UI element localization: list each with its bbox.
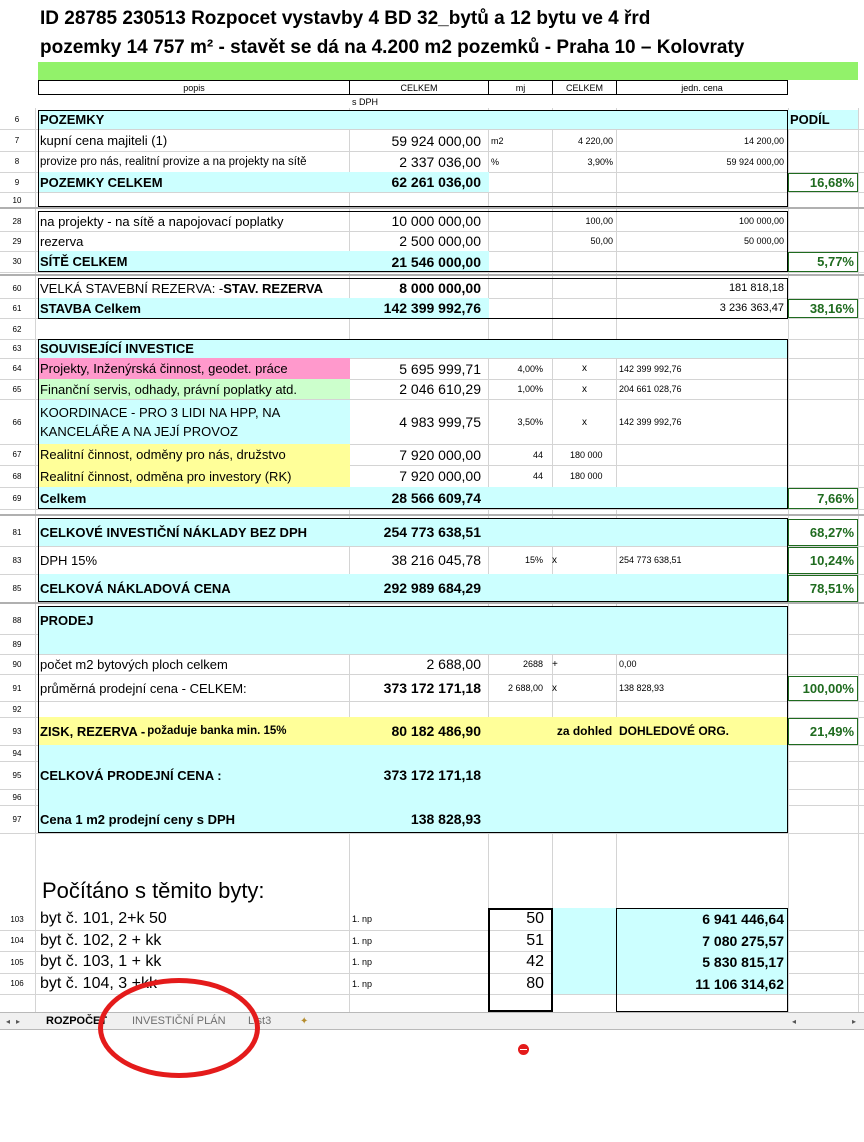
quantity-cell[interactable]: x [552, 682, 557, 694]
description-cell[interactable]: Realitní činnost, odměny pro nás, družstvo [40, 447, 286, 462]
quantity-cell[interactable]: 4 220,00 [577, 135, 613, 146]
header-celkem: CELKEM [400, 82, 438, 93]
row-number: 103 [10, 914, 24, 924]
row-number: 65 [12, 384, 22, 394]
quantity-cell[interactable]: 100,00 [585, 216, 613, 226]
row-number: 97 [12, 814, 22, 824]
sheet-title-line-1: ID 28785 230513 Rozpocet vystavby 4 BD 32_bytů a 12 bytu ve 4 řrd [40, 8, 651, 29]
grid-line-vertical [858, 108, 859, 1012]
annotation-dot-icon [518, 1044, 529, 1055]
unit-cell[interactable]: m2 [491, 135, 504, 146]
row-number: 7 [14, 136, 20, 145]
header-jedn-cena: jedn. cena [681, 82, 723, 93]
podil-header: PODÍL [790, 112, 830, 127]
description-cell[interactable]: STAVBA Celkem [40, 300, 141, 316]
row-number: 105 [10, 957, 24, 967]
row-number: 66 [12, 417, 22, 427]
row-number: 69 [12, 493, 22, 503]
row-number: 95 [12, 770, 22, 780]
flat-price-cell[interactable]: 11 106 314,62 [695, 975, 784, 992]
description-cell[interactable]: počet m2 bytových ploch celkem [40, 656, 228, 672]
flat-price-box [616, 908, 788, 1012]
unit-price-cell[interactable]: 50 000,00 [743, 236, 784, 246]
grid-line-horizontal [0, 509, 864, 510]
unit-price-cell[interactable]: 142 399 992,76 [619, 363, 682, 374]
tab-list3[interactable]: List3 [248, 1015, 272, 1027]
unit-price-cell[interactable]: 181 818,18 [728, 282, 784, 294]
amount-cell[interactable]: 4 983 999,75 [399, 414, 481, 430]
unit-cell[interactable]: 44 [532, 471, 543, 481]
flats-section-heading: Počítáno s těmito byty: [42, 878, 265, 903]
description-cell[interactable]: POZEMKY [40, 112, 105, 127]
row-number: 63 [12, 344, 22, 353]
row-number: 10 [12, 195, 22, 205]
unit-cell[interactable]: % [491, 156, 500, 167]
quantity-cell[interactable]: x [582, 416, 587, 428]
amount-cell[interactable]: 8 000 000,00 [399, 280, 481, 296]
row-number: 83 [12, 555, 22, 565]
grid-line-vertical [35, 108, 36, 1012]
description-cell[interactable]: Realitní činnost, odměna pro investory (RK) [40, 468, 292, 484]
amount-cell[interactable]: 2 337 036,00 [399, 153, 481, 170]
description-cell[interactable]: provize pro nás, realitní provize a na projekty na sítě [40, 155, 307, 168]
row-number: 28 [12, 216, 22, 226]
description-cell[interactable]: SÍTĚ CELKEM [40, 254, 128, 269]
description-main: ZISK, REZERVA - [40, 723, 146, 739]
amount-cell[interactable]: 5 695 999,71 [399, 360, 481, 377]
amount-cell[interactable]: 38 216 045,78 [391, 552, 481, 568]
block-border [38, 518, 788, 602]
amount-cell[interactable]: 292 989 684,29 [383, 580, 481, 596]
unit-cell[interactable]: 44 [532, 449, 543, 460]
amount-cell[interactable]: 373 172 171,18 [383, 680, 481, 696]
block-border [38, 606, 788, 833]
amount-cell[interactable]: 80 182 486,90 [391, 723, 481, 739]
sheet-title-line-2: pozemky 14 757 m² - stavět se dá na 4.200 m2 pozemků - Praha 10 – Kolovraty [40, 37, 745, 58]
quantity-cell[interactable]: x [552, 554, 557, 566]
row-number: 62 [12, 324, 22, 334]
unit-price-cell[interactable]: 204 661 028,76 [619, 384, 682, 394]
unit-price-cell[interactable]: 3 236 363,47 [719, 302, 784, 314]
share-cell[interactable]: 38,16% [809, 300, 854, 316]
description-cell[interactable]: SOUVISEJÍCÍ INVESTICE [40, 341, 194, 356]
row-number: 106 [10, 979, 24, 988]
share-cell[interactable]: 78,51% [809, 580, 854, 596]
share-cell[interactable]: 5,77% [817, 254, 854, 269]
flat-floor-cell[interactable]: 1. np [352, 914, 373, 924]
unit-cell[interactable]: 2688 [522, 659, 543, 669]
annotation-circle [98, 978, 260, 1078]
scroll-left-arrow-icon[interactable]: ◂ [792, 1016, 797, 1026]
insert-sheet-icon[interactable]: ✦ [300, 1015, 309, 1027]
title-green-bar [38, 62, 858, 80]
description-cell[interactable]: POZEMKY CELKEM [40, 174, 163, 190]
row-number: 8 [14, 157, 20, 166]
flat-area-cell[interactable]: 42 [526, 953, 544, 970]
amount-cell[interactable]: 142 399 992,76 [383, 300, 481, 316]
flat-name-cell[interactable]: byt č. 102, 2 + kk [40, 931, 162, 949]
row-number: 90 [12, 659, 22, 669]
flat-price-cell[interactable]: 7 080 275,57 [702, 932, 784, 949]
amount-cell[interactable]: 2 500 000,00 [399, 233, 481, 249]
flat-area-cell[interactable]: 51 [526, 931, 544, 949]
unit-price-cell[interactable]: 100 000,00 [738, 216, 784, 226]
row-number: 104 [10, 936, 24, 945]
description-cell[interactable]: PRODEJ [40, 612, 94, 628]
row-number: 6 [14, 115, 20, 124]
header-popis: popis [183, 82, 205, 93]
description-line-1: KOORDINACE - PRO 3 LIDI NA HPP, NA [40, 405, 281, 420]
cell-fill [552, 908, 616, 930]
quantity-cell[interactable]: x [582, 363, 587, 374]
flat-floor-cell[interactable]: 1. np [352, 957, 373, 967]
row-number: 30 [12, 257, 22, 266]
row-number: 92 [12, 704, 22, 714]
flat-area-box [488, 908, 553, 1012]
unit-price-cell[interactable]: DOHLEDOVÉ ORG. [619, 724, 730, 738]
share-cell[interactable]: 10,24% [809, 552, 854, 568]
hidden-rows-separator [0, 514, 864, 516]
row-number: 61 [12, 303, 22, 313]
row-number: 64 [12, 364, 22, 373]
first-sheet-arrow-icon[interactable]: ◂ [6, 1016, 11, 1026]
description-cell[interactable]: CELKOVÉ INVESTIČNÍ NÁKLADY BEZ DPH [40, 524, 308, 540]
description-cell[interactable]: kupní cena majiteli (1) [40, 133, 168, 148]
share-cell[interactable]: 21,49% [809, 723, 854, 739]
flat-area-cell[interactable]: 80 [526, 974, 544, 992]
row-number: 29 [12, 236, 22, 246]
flat-floor-cell[interactable]: 1. np [352, 978, 373, 989]
amount-cell[interactable]: 59 924 000,00 [391, 132, 481, 149]
quantity-cell[interactable]: x [582, 383, 587, 395]
description-cell[interactable]: Finanční servis, odhady, právní poplatky atd. [40, 381, 298, 397]
quantity-cell[interactable]: 180 000 [570, 471, 603, 481]
amount-cell[interactable]: 21 546 000,00 [391, 253, 481, 270]
amount-cell[interactable]: 2 046 610,29 [399, 381, 481, 397]
row-number: 67 [12, 450, 22, 459]
quantity-cell[interactable]: 180 000 [570, 449, 603, 460]
scroll-right-arrow-icon[interactable]: ▸ [852, 1016, 857, 1026]
description-cell[interactable]: Cena 1 m2 prodejní ceny s DPH [40, 811, 236, 827]
flat-area-cell[interactable]: 50 [526, 910, 544, 927]
header-mj: mj [515, 82, 526, 93]
description-line-2: KANCELÁŘE A NA JEJÍ PROVOZ [40, 424, 238, 439]
quantity-cell[interactable]: + [552, 658, 558, 670]
unit-price-cell[interactable]: 59 924 000,00 [726, 156, 784, 167]
row-number: 94 [12, 748, 22, 758]
row-number: 89 [12, 639, 22, 649]
description-suffix: STAV. REZERVA [223, 280, 323, 296]
row-number: 68 [12, 471, 22, 481]
row-number: 85 [12, 583, 22, 593]
unit-cell[interactable]: 2 688,00 [507, 683, 543, 693]
unit-price-cell[interactable]: 142 399 992,76 [619, 417, 682, 427]
row-number: 93 [12, 726, 22, 736]
unit-price-cell[interactable]: 254 773 638,51 [619, 555, 682, 565]
tab-investicni-plan[interactable]: INVESTIČNÍ PLÁN [132, 1015, 226, 1027]
quantity-cell[interactable]: za dohled [556, 724, 613, 738]
unit-price-cell[interactable]: 0,00 [619, 659, 637, 669]
amount-cell[interactable]: 7 920 000,00 [399, 468, 481, 484]
amount-cell[interactable]: 254 773 638,51 [383, 524, 481, 540]
amount-cell[interactable]: 138 828,93 [410, 811, 481, 827]
unit-price-cell[interactable] [616, 319, 788, 339]
unit-cell[interactable]: 4,00% [517, 363, 543, 374]
unit-cell[interactable]: 1,00% [517, 384, 543, 394]
flat-price-cell[interactable]: 5 830 815,17 [702, 954, 784, 970]
amount-cell[interactable]: 28 566 609,74 [391, 490, 481, 506]
share-cell[interactable]: 16,68% [809, 174, 854, 190]
description-cell[interactable]: Celkem [40, 490, 87, 506]
flat-name-cell[interactable]: byt č. 103, 1 + kk [40, 953, 162, 970]
block-border [38, 339, 788, 509]
unit-cell[interactable]: 15% [524, 555, 543, 565]
grid-line-horizontal [0, 833, 864, 834]
row-number: 88 [12, 615, 22, 625]
description-cell[interactable] [40, 319, 348, 339]
description-cell[interactable]: průměrná prodejní cena - CELKEM: [40, 680, 247, 696]
quantity-cell[interactable] [552, 319, 617, 339]
unit-price-cell[interactable]: 138 828,93 [619, 683, 665, 693]
row-number: 81 [12, 527, 22, 537]
row-number: 9 [14, 177, 20, 187]
flat-floor-cell[interactable]: 1. np [352, 935, 373, 946]
row-number: 60 [12, 283, 22, 293]
unit-price-cell[interactable]: 14 200,00 [743, 135, 784, 146]
flat-name-cell[interactable]: byt č. 101, 2+k 50 [40, 910, 167, 927]
description-suffix: požaduje banka min. 15% [147, 725, 287, 737]
amount-cell[interactable]: 2 688,00 [426, 656, 481, 672]
description-cell[interactable]: DPH 15% [40, 552, 98, 568]
description-cell[interactable]: rezerva [40, 233, 84, 249]
hidden-rows-separator [0, 274, 864, 276]
row-number: 91 [12, 683, 22, 693]
unit-cell[interactable] [488, 319, 553, 339]
header-s-dph: s DPH [352, 97, 379, 107]
block-border [38, 110, 788, 207]
quantity-cell[interactable]: 3,90% [587, 156, 613, 167]
unit-cell[interactable]: 3,50% [517, 417, 543, 427]
cell-fill [552, 951, 616, 973]
amount-cell[interactable]: 373 172 171,18 [383, 767, 481, 783]
block-border [38, 211, 788, 272]
amount-cell[interactable] [349, 319, 481, 339]
description-cell[interactable]: CELKOVÁ NÁKLADOVÁ CENA [40, 580, 231, 596]
prev-sheet-arrow-icon[interactable]: ▸ [16, 1016, 21, 1026]
share-cell[interactable]: 68,27% [809, 524, 854, 540]
block-border [38, 278, 788, 319]
tab-rozpocet[interactable]: ROZPOČET [46, 1015, 108, 1027]
quantity-cell[interactable]: 50,00 [590, 236, 613, 246]
description-cell[interactable]: na projekty - na sítě a napojovací poplatky [40, 213, 284, 229]
share-cell[interactable]: 100,00% [802, 680, 854, 696]
header-celkem-2: CELKEM [565, 82, 603, 93]
grid-line-horizontal [0, 272, 864, 273]
row-number: 96 [12, 792, 22, 802]
flat-name-cell[interactable]: byt č. 104, 3 +kk [40, 974, 157, 992]
share-cell[interactable]: 7,66% [817, 490, 854, 506]
flat-price-cell[interactable]: 6 941 446,64 [702, 911, 784, 927]
amount-cell[interactable]: 62 261 036,00 [391, 174, 481, 190]
description-main: VELKÁ STAVEBNÍ REZERVA: - [40, 280, 224, 296]
amount-cell[interactable]: 10 000 000,00 [391, 213, 481, 229]
description-cell[interactable]: CELKOVÁ PRODEJNÍ CENA : [40, 767, 222, 783]
amount-cell[interactable]: 7 920 000,00 [399, 446, 481, 463]
cell-fill [552, 973, 616, 994]
cell-fill [552, 930, 616, 951]
description-cell[interactable]: Projekty, Inženýrská činnost, geodet. práce [40, 361, 288, 376]
hidden-rows-separator [0, 602, 864, 604]
